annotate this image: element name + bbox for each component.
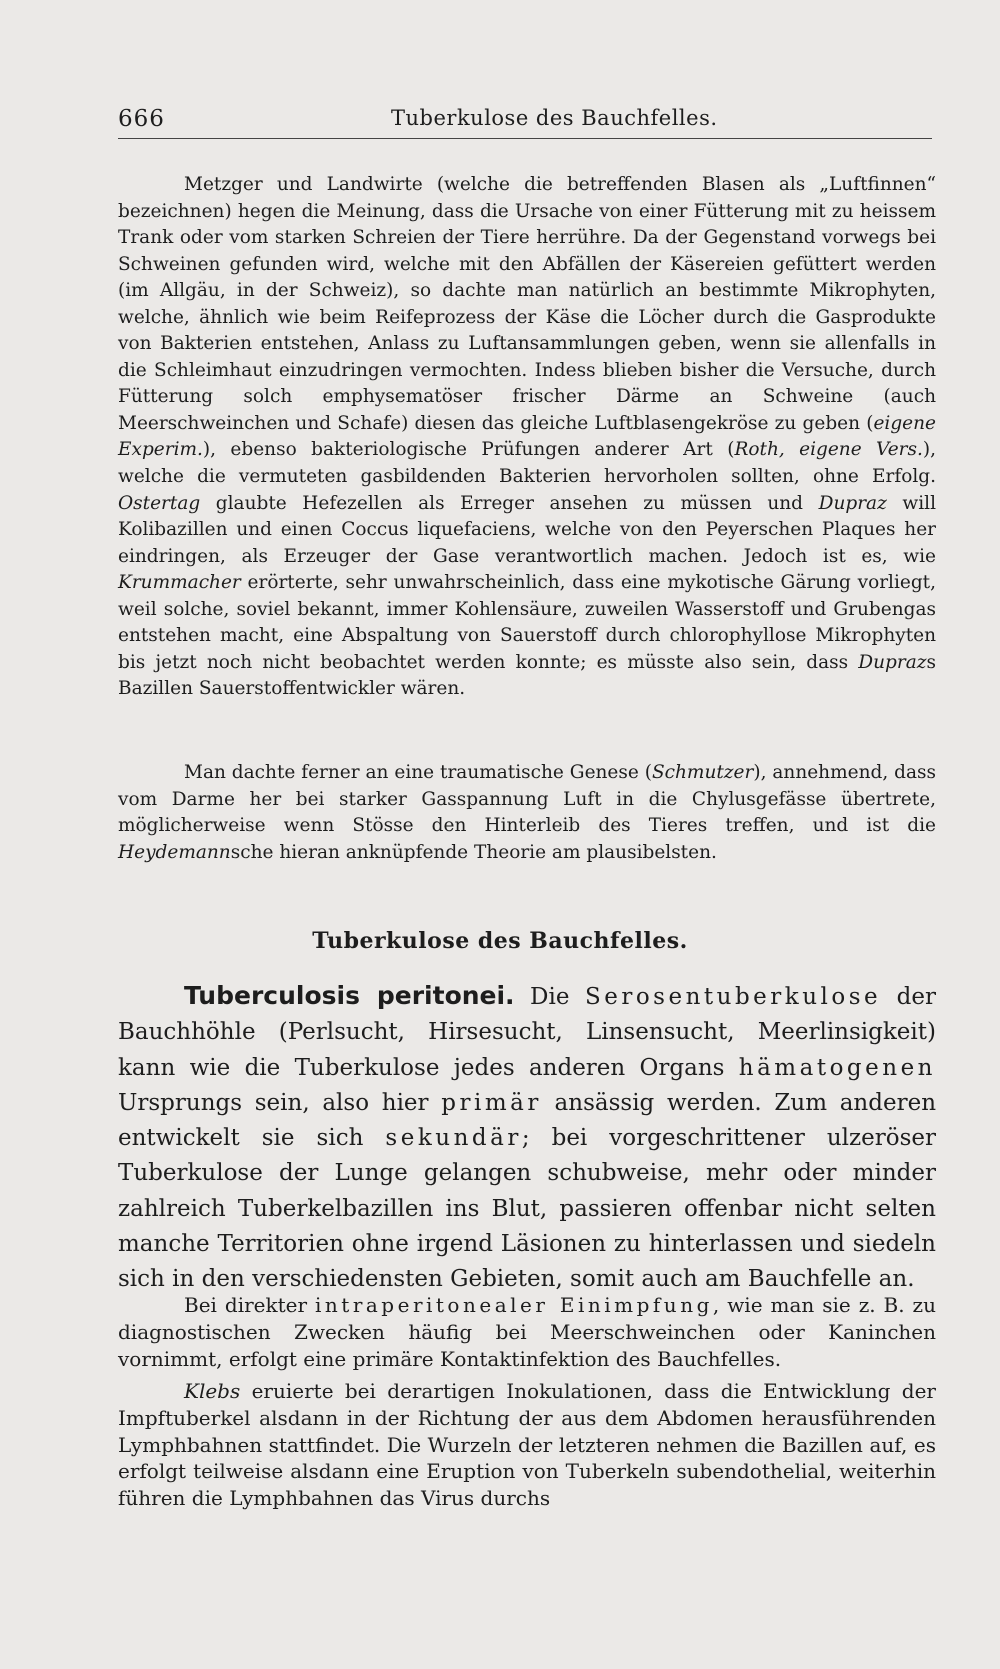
italic-citation: Roth, eigene Vers. (734, 439, 923, 461)
paragraph-einimpfung (118, 1292, 936, 1374)
italic-author: Schmutzer (651, 762, 754, 783)
text-run: ), ebenso bakteriologische Prüfungen anderer Art ( (202, 439, 735, 461)
text-run: Man dachte ferner an eine traumatische Genese ( (184, 762, 652, 783)
italic-author: Heydemann (118, 841, 231, 863)
page-number: 666 (118, 106, 165, 132)
paragraph-luftfinnen (118, 172, 936, 703)
spaced-term: hämatogenen (738, 1054, 936, 1081)
paragraph-genese (118, 760, 936, 866)
text-run: Ursprungs sein, also hier (118, 1089, 442, 1116)
text-run: eruierte bei derartigen Inokulationen, dass die Entwicklung der Impftuberkel alsdann in der Richtung der aus dem Abdomen herausführenden Lymphbahnen stattfindet. Die Wurzeln der letzteren nehmen die Bazillen auf, es erfolgt teilweise alsdann eine Eruption von Tuberkeln subendothelial, weiterhin führen die Lymphbahnen das Virus durchs (118, 1379, 936, 1511)
spaced-term: intraperitonealer Einimpfung (315, 1293, 713, 1317)
text-run: , wie man sie z. B. zu diagnostischen Zwecken häufig bei Meerschweinchen oder Kaninchen vornimmt, erfolgt eine primäre Kontaktinfektion des Bauchfelles. (118, 1293, 936, 1372)
text-run: ansässig werden. Zum anderen entwickelt sie sich (118, 1089, 937, 1152)
paragraph-klebs (118, 1378, 936, 1512)
text-run: ; bei vorgeschrittener ulzeröser Tuberkulose der Lunge gelangen schubweise, mehr oder minder zahlreich Tuberkelbazillen ins Blut, passieren offenbar nicht selten manche Territorien ohne irgend Läsionen zu hinterlassen und siedeln sich in den verschiedensten Gebieten, somit auch am Bauchfelle an. (118, 1125, 936, 1293)
subsection-title: Tuberculosis peritonei. (184, 981, 515, 1010)
spaced-term: Serosentuberkulose (584, 984, 882, 1010)
italic-author: Ostertag (118, 492, 201, 514)
text-run: sche hieran anknüpfende Theorie am plausibelsten. (230, 841, 717, 863)
text-run: ), welche die vermuteten gasbildenden Bakterien hervorholen sollten, ohne Erfolg. (118, 439, 936, 488)
text-run: glaubte Hefezellen als Erreger ansehen zu müssen und (200, 492, 819, 514)
text-run: Bei direkter (184, 1293, 315, 1317)
running-title: Tuberkulose des Bauchfelles. (391, 106, 718, 130)
text-run: Metzger und Landwirte (welche die betreffenden Blasen als „Luftfinnen“ bezeichnen) hegen die Meinung, dass die Ursache von einer Fütterung mit zu heissem Trank oder vom starken Schreien der Tiere herrühre. Da der Gegenstand vorwegs bei Schweinen gefunden wird, welche mit den Abfällen der Käsereien gefüttert werden (im Allgäu, in der Schweiz), so dachte man natürlich an bestimmte Mikrophyten, welche, ähnlich wie beim Reifeprozess der Käse die Löcher durch die Gasprodukte von Bakterien entstehen, Anlass zu Luftansammlungen geben, wenn sie allenfalls in die Schleimhaut einzudringen vermochten. Indess blieben bisher die Versuche, durch Fütterung solch emphysematöser frischer Därme an Schweine (auch Meerschweinchen und Schafe) diesen das gleiche Luftblasengekröse zu geben ( (118, 174, 936, 434)
italic-author: Klebs (184, 1379, 241, 1403)
page-header (118, 106, 932, 140)
text-run: s Bazillen Sauerstoffentwickler wären. (118, 651, 936, 700)
italic-author: Dupraz (818, 492, 887, 514)
spaced-term: sekundär (385, 1125, 522, 1152)
paragraph-tuberculosis-peritonei (118, 978, 936, 1298)
text-run: ), annehmend, dass vom Darme her bei starker Gasspannung Luft in die Chylusgefässe übertrete, möglicherweise wenn Stösse den Hinterleib des Tieres treffen, und ist die (118, 762, 936, 836)
spaced-term: primär (441, 1089, 542, 1116)
italic-author: Dupraz (858, 651, 927, 673)
text-run: der Bauchhöhle (Perlsucht, Hirsesucht, Linsensucht, Meerlinsigkeit) kann wie die Tuberkulose jedes anderen Organs (118, 984, 936, 1081)
text-run: erörterte, sehr unwahrscheinlich, dass eine mykotische Gärung vorliegt, weil solche, soviel bekannt, immer Kohlensäure, zuweilen Wasserstoff und Grubengas entstehen macht, eine Abspaltung von Sauerstoff durch chlorophyllose Mikrophyten bis jetzt noch nicht beobachtet werden konnte; es müsste also sein, dass (118, 572, 936, 673)
text-run: Die (514, 984, 585, 1010)
text-run: will Kolibazillen und einen Coccus liquefaciens, welche von den Peyerschen Plaques her eindringen, als Erzeuger der Gase verantwortlich machen. Jedoch ist es, wie (118, 492, 936, 567)
italic-author: Krummacher (118, 572, 241, 594)
header-rule (118, 138, 932, 139)
italic-citation: eigene Experim. (118, 412, 936, 461)
section-heading: Tuberkulose des Bauchfelles. (312, 928, 688, 954)
